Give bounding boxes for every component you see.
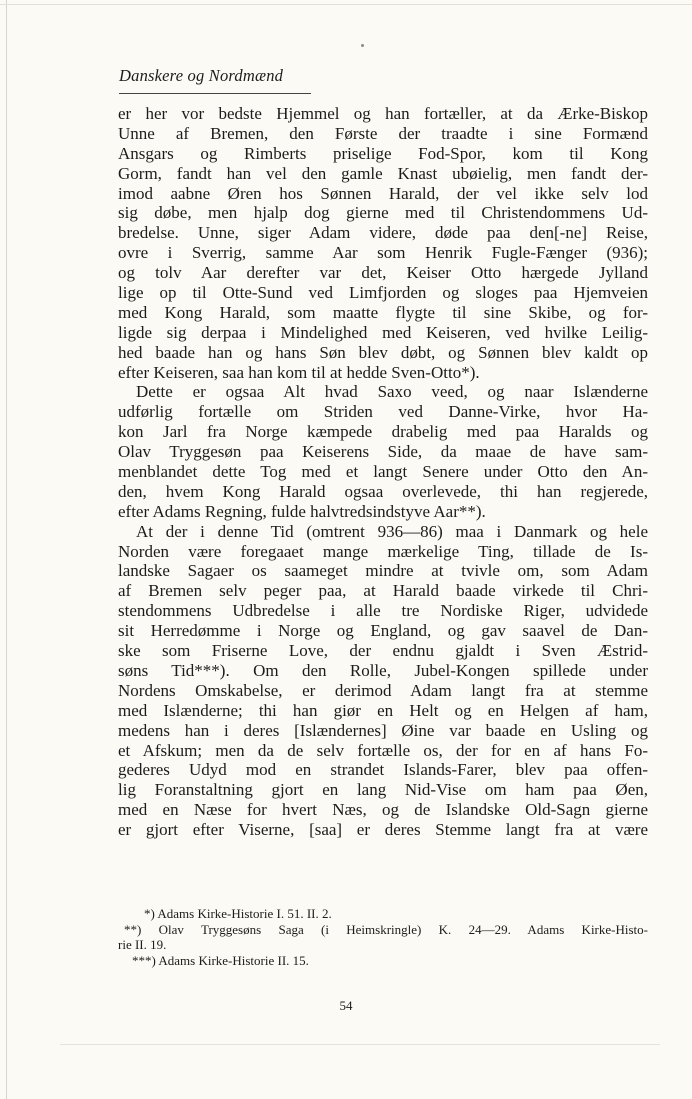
text-line: af Bremen selv peger paa, at Harald baade virkede til Chri- xyxy=(118,581,648,601)
text-line: efter Adams Regning, fulde halvtredsindstyve Aar**). xyxy=(118,501,486,521)
footnote-continuation: rie II. 19. xyxy=(118,937,167,952)
text-line: den, hvem Kong Harald ogsaa overlevede, thi han regjerede, xyxy=(118,481,648,501)
text-line: ske som Friserne Love, der endnu gjaldt i Sven Æstrid- xyxy=(118,641,648,661)
page-edge-left xyxy=(6,0,7,1099)
text-line: lig Foranstaltning gjort en lang Nid-Vise om ham paa Øen, xyxy=(118,780,648,800)
text-line: Olav Tryggesøn paa Keiserens Side, da maae de have sam- xyxy=(118,442,648,462)
text-line: med en Næse for hvert Næs, og de Islandske Old-Sagn gierne xyxy=(118,800,648,820)
footnote: ***) Adams Kirke-Historie II. 15. xyxy=(132,952,309,968)
text-line: menblandet dette Tog med et langt Senere under Otto den An- xyxy=(118,462,648,482)
text-line: Norden være foregaaet mange mærkelige Ting, tillade de Is- xyxy=(118,541,648,561)
page-number: 54 xyxy=(339,998,353,1013)
text-line: efter Keiseren, saa han kom til at hedde Sven-Otto*). xyxy=(118,362,480,382)
text-line: udførlig fortælle om Striden ved Danne-Virke, hvor Ha- xyxy=(118,402,648,422)
text-line: Unne af Bremen, den Første der traadte i sine Formænd xyxy=(118,123,648,143)
text-line: Nordens Omskabelse, er derimod Adam langt fra at stemme xyxy=(118,680,648,700)
page-edge-top xyxy=(0,4,692,5)
text-line: med Kong Harald, som maatte flygte til sine Skibe, og for- xyxy=(118,302,648,322)
text-line: lige op til Otte-Sund ved Limfjorden og sloges paa Hjemveien xyxy=(118,283,648,303)
text-line: medens han i deres [Islændernes] Øine var baade en Usling og xyxy=(118,720,648,740)
text-line: sig døbe, men hjalp dog gierne med til Christendommens Ud- xyxy=(118,203,648,223)
footnotes xyxy=(118,906,648,968)
text-line: At der i denne Tid (omtrent 936—86) maa i Danmark og hele xyxy=(136,521,648,541)
page-bottom-rule xyxy=(60,1044,660,1045)
text-line: søns Tid***). Om den Rolle, Jubel-Kongen spillede under xyxy=(118,660,648,680)
text-line: Dette er ogsaa Alt hvad Saxo veed, og naar Islænderne xyxy=(136,382,648,402)
text-line: bredelse. Unne, siger Adam videre, døde paa den[-ne] Reise, xyxy=(118,223,648,243)
body-text xyxy=(118,104,648,840)
text-line: gederes Udyd mod en strandet Islands-Farer, blev paa offen- xyxy=(118,760,648,780)
running-head-rule xyxy=(119,93,311,94)
text-line: imod aabne Øren hos Sønnen Harald, der vel ikke selv lod xyxy=(118,183,648,203)
footnote: **) Olav Tryggesøns Saga (i Heimskringle) K. 24—29. Adams Kirke-Histo- xyxy=(124,921,648,937)
text-line: er her vor bedste Hjemmel og han fortæller, at da Ærke-Biskop xyxy=(118,104,648,123)
text-line: sit Herredømme i Norge og England, og gav saavel de Dan- xyxy=(118,621,648,641)
running-head: Danskere og Nordmænd xyxy=(119,66,284,85)
text-line: kon Jarl fra Norge kæmpede drabelig med paa Haralds og xyxy=(118,422,648,442)
text-line: stendommens Udbredelse i alle tre Nordiske Riger, udvidede xyxy=(118,601,648,621)
print-speck xyxy=(361,44,364,47)
text-line: hed baade han og hans Søn blev døbt, og Sønnen blev kaldt op xyxy=(118,342,648,362)
text-line: ovre i Sverrig, samme Aar som Henrik Fugle-Fænger (936); xyxy=(118,243,648,263)
text-line: med Islænderne; thi han giør en Helt og en Helgen af ham, xyxy=(118,700,648,720)
text-line: landske Sagaer os saameget mindre at tvivle om, som Adam xyxy=(118,561,648,581)
text-line: et Afskum; men da de selv fortælle os, der for en af hans Fo- xyxy=(118,740,648,760)
text-line: og tolv Aar derefter var det, Keiser Otto hærgede Jylland xyxy=(118,263,648,283)
text-line: ligde sig derpaa i Mindelighed med Keiseren, ved hvilke Leilig- xyxy=(118,322,648,342)
footnote: *) Adams Kirke-Historie I. 51. II. 2. xyxy=(144,906,332,921)
text-line: Ansgars og Rimberts priselige Fod-Spor, kom til Kong xyxy=(118,143,648,163)
text-line: er gjort efter Viserne, [saa] er deres Stemme langt fra at være xyxy=(118,820,648,840)
text-line: Gorm, fandt han vel den gamle Knast ubøielig, men fandt der- xyxy=(118,163,648,183)
